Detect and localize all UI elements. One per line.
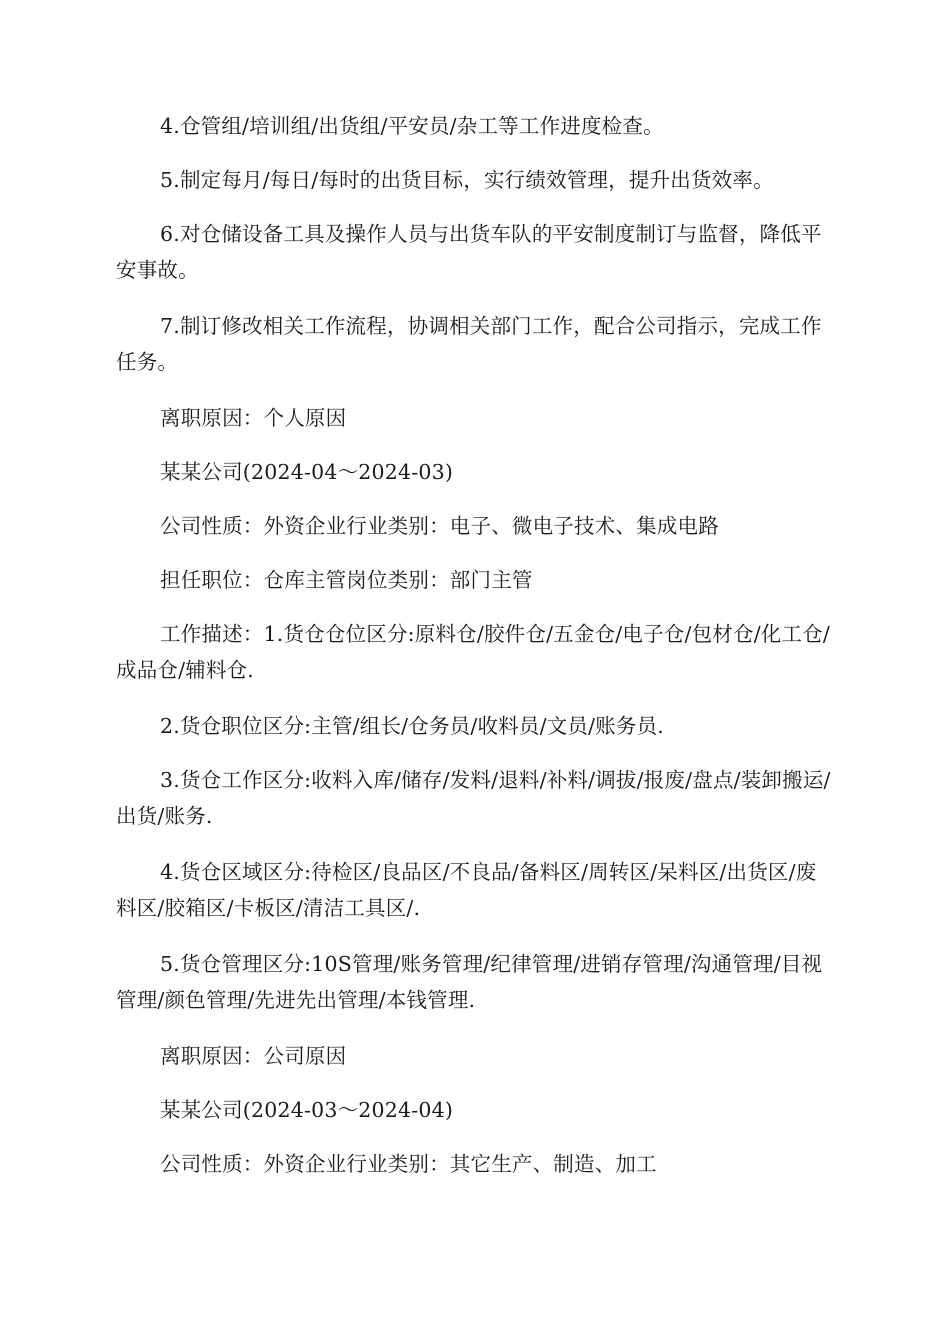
- paragraph-company-nature-1: 公司性质：外资企业行业类别：电子、微电子技术、集成电路: [160, 514, 719, 538]
- paragraph-task-7: 7.制订修改相关工作流程，协调相关部门工作，配合公司指示，完成工作任务。: [116, 314, 822, 374]
- paragraph-position-1: 担任职位：仓库主管岗位类别：部门主管: [160, 568, 533, 592]
- paragraph-task-4: 4.仓管组/培训组/出货组/平安员/杂工等工作进度检查。: [160, 114, 664, 138]
- paragraph-warehouse-roles: 2.货仓职位区分:主管/组长/仓务员/收料员/文员/账务员.: [160, 714, 665, 738]
- document-body: [116, 108, 836, 1200]
- paragraph-warehouse-management: 5.货仓管理区分:10S管理/账务管理/纪律管理/进销存管理/沟通管理/目视管理/颜色管理/先进先出管理/本钱管理.: [116, 952, 823, 1012]
- paragraph-job-description: 工作描述：1.货仓仓位区分:原料仓/胶件仓/五金仓/电子仓/包材仓/化工仓/成品仓/辅料仓.: [116, 622, 831, 682]
- paragraph-warehouse-zones: 4.货仓区域区分:待检区/良品区/不良品/备料区/周转区/呆料区/出货区/废料区/胶箱区/卡板区/清洁工具区/.: [116, 860, 817, 920]
- paragraph-company-1: 某某公司(2024-04～2024-03): [160, 460, 454, 484]
- paragraph-leave-reason-2: 离职原因：公司原因: [160, 1044, 347, 1068]
- paragraph-company-2: 某某公司(2024-03～2024-04): [160, 1098, 454, 1122]
- paragraph-warehouse-work: 3.货仓工作区分:收料入库/储存/发料/退料/补料/调拔/报废/盘点/装卸搬运/出货/账务.: [116, 768, 831, 828]
- paragraph-company-nature-2: 公司性质：外资企业行业类别：其它生产、制造、加工: [160, 1152, 657, 1176]
- paragraph-task-5: 5.制定每月/每日/每时的出货目标，实行绩效管理，提升出货效率。: [160, 168, 774, 192]
- paragraph-leave-reason-1: 离职原因：个人原因: [160, 406, 347, 430]
- paragraph-task-6: 6.对仓储设备工具及操作人员与出货车队的平安制度制订与监督，降低平安事故。: [116, 222, 822, 282]
